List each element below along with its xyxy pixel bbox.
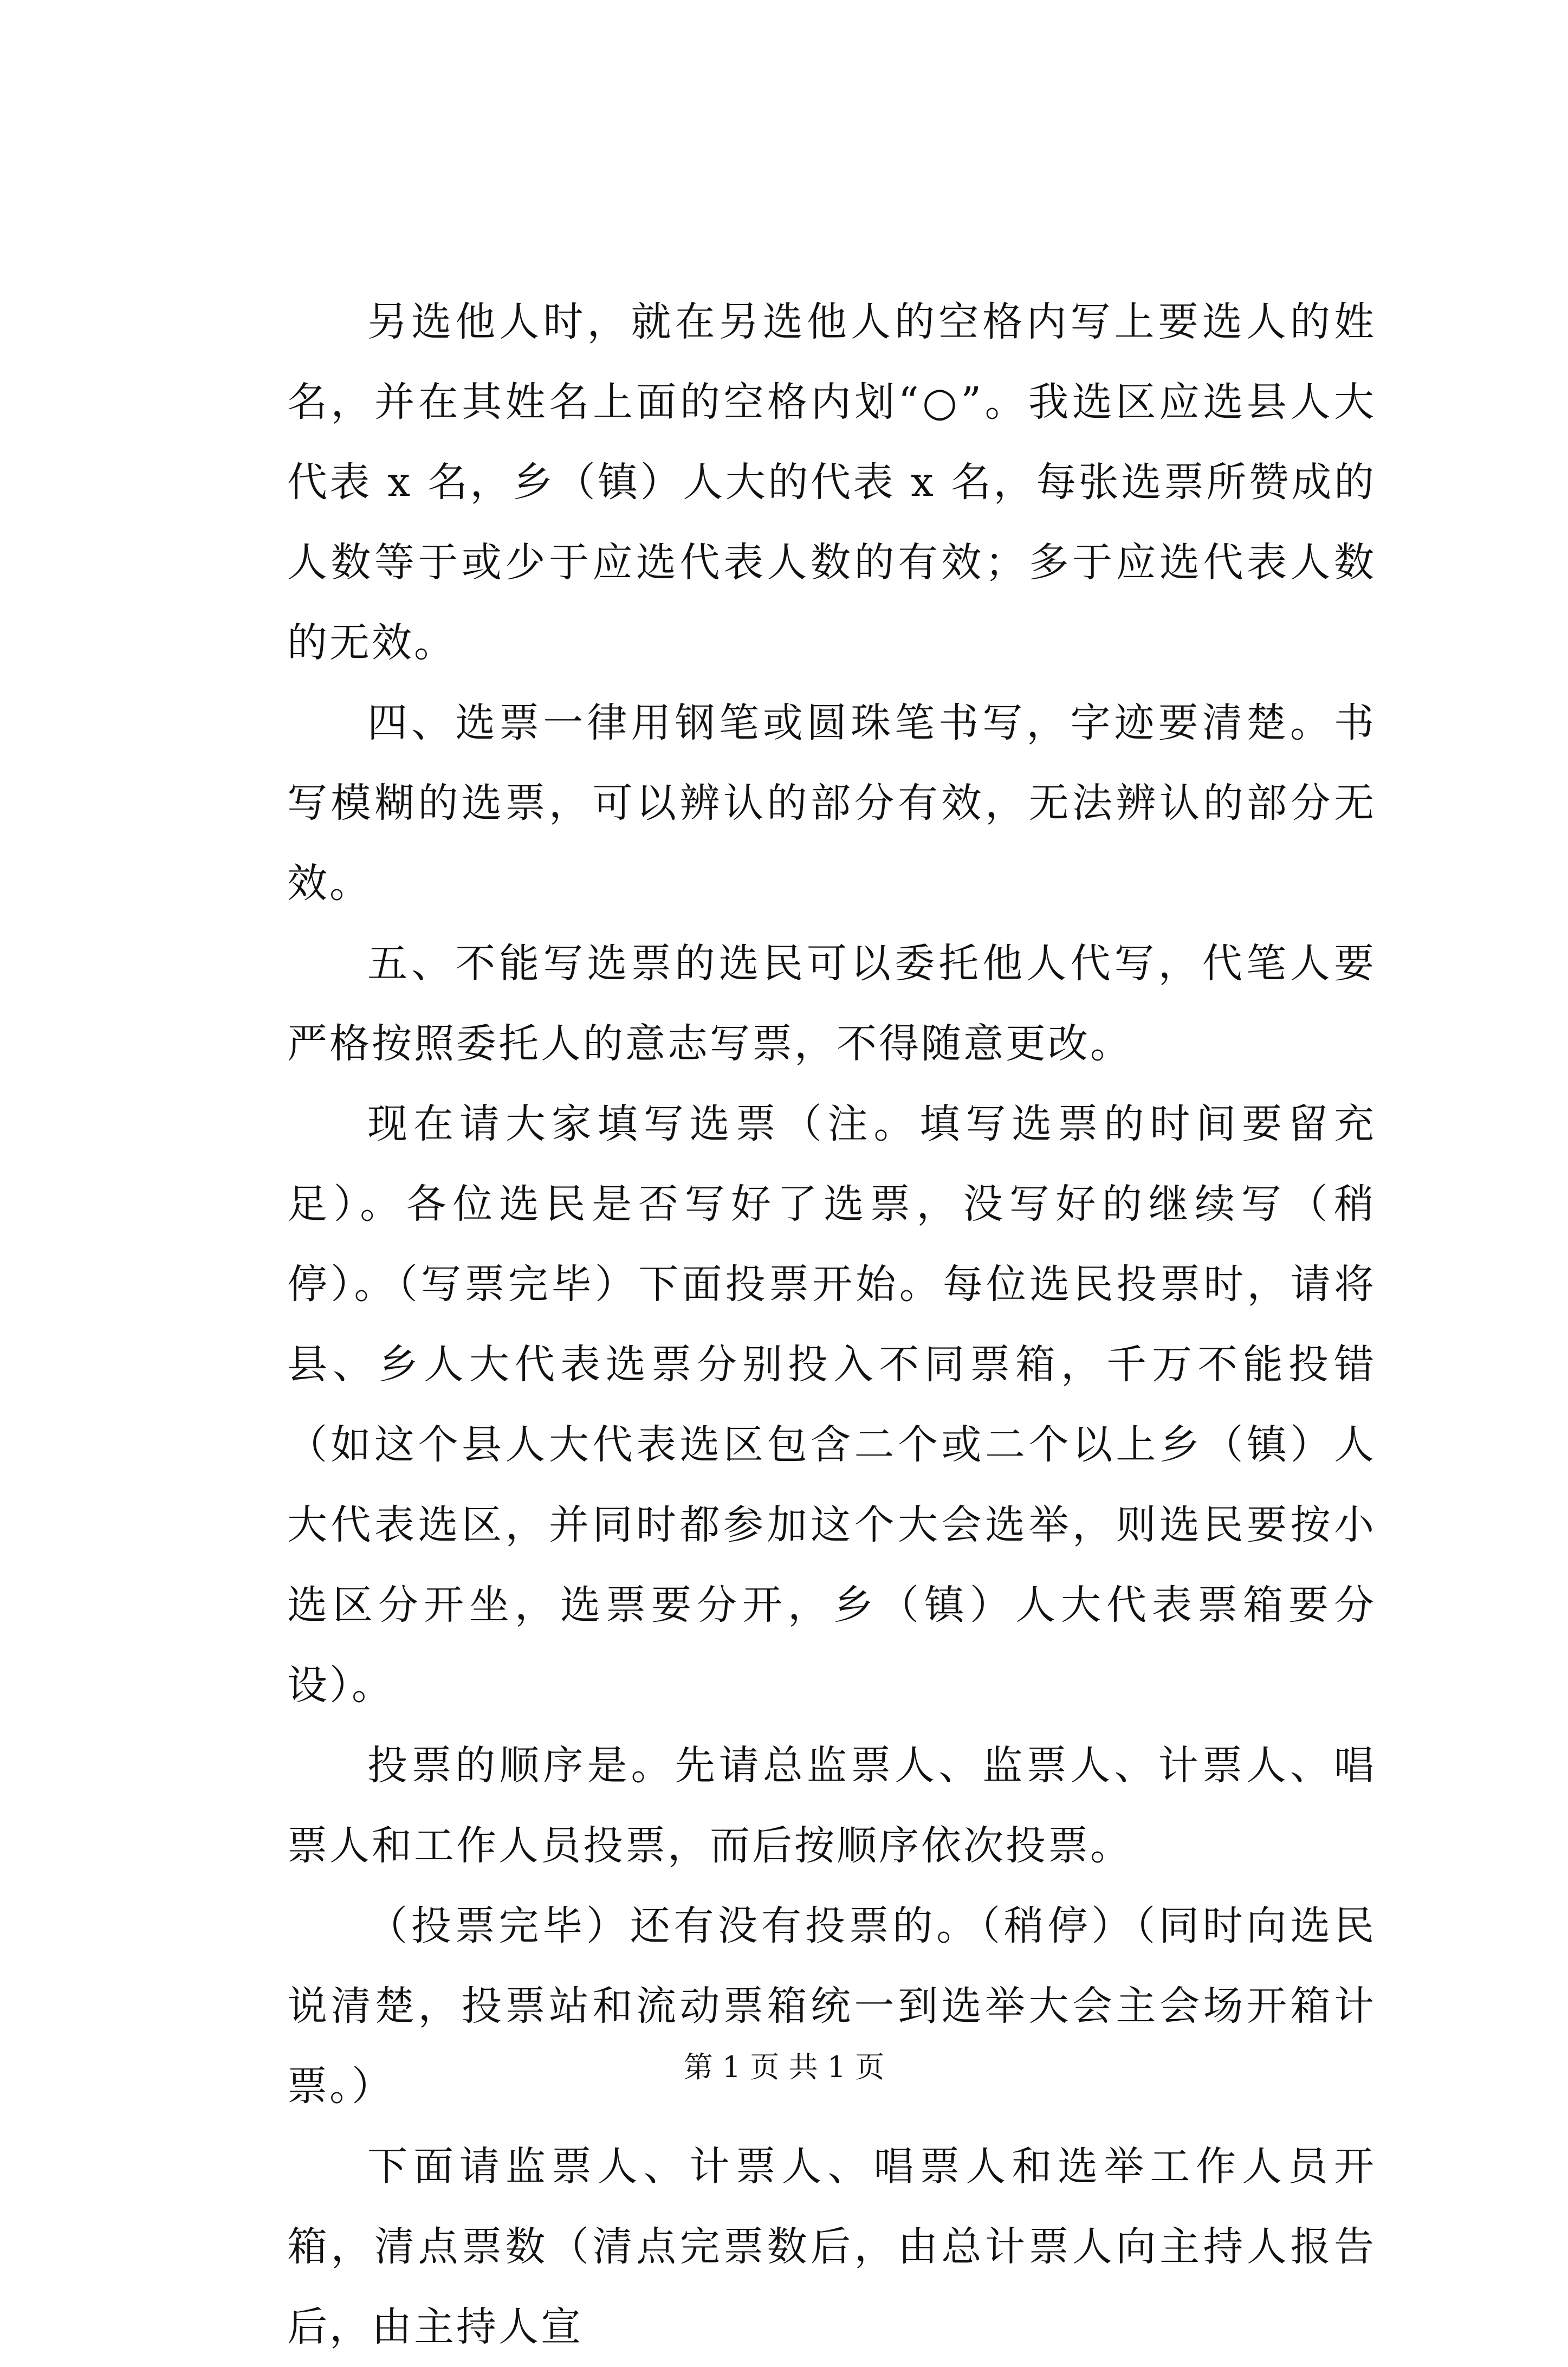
paragraph: （投票完毕）还有没有投票的。（稍停）（同时向选民说清楚，投票站和流动票箱统一到选举大会主会场开箱计票。） [287,1903,1376,2110]
paragraph: 现在请大家填写选票（注。填写选票的时间要留充足）。各位选民是否写好了选票，没写好的继续写（稍停）。（写票完毕）下面投票开始。每位选民投票时，请将县、乡人大代表选票分别投入不同票箱，千万不能投错（如这个县人大代表选区包含二个或二个以上乡（镇）人大代表选区，并同时都参加这个大会选举，则选民要按小选区分开坐，选票要分开，乡（镇）人大代表票箱要分设）。 [287,1101,1376,1709]
paragraph: 四、选票一律用钢笔或圆珠笔书写，字迹要清楚。书写模糊的选票，可以辨认的部分有效，无法辨认的部分无效。 [287,700,1376,907]
paragraph: 下面请监票人、计票人、唱票人和选举工作人员开箱，清点票数（清点完票数后，由总计票人向主持人报告后，由主持人宣 [287,2143,1376,2350]
page-footer: 第 1 页 共 1 页 [683,2050,885,2084]
paragraph: 五、不能写选票的选民可以委托他人代写，代笔人要严格按照委托人的意志写票，不得随意更改。 [287,940,1376,1067]
paragraph: 投票的顺序是。先请总监票人、监票人、计票人、唱票人和工作人员投票，而后按顺序依次投票。 [287,1742,1376,1869]
paragraph: 另选他人时，就在另选他人的空格内写上要选人的姓名，并在其姓名上面的空格内划“○”。我选区应选县人大代表 x 名，乡（镇）人大的代表 x 名，每张选票所赞成的人数等于或少于应选代表人数的有效；多于应选代表人数的无效。 [287,299,1376,666]
